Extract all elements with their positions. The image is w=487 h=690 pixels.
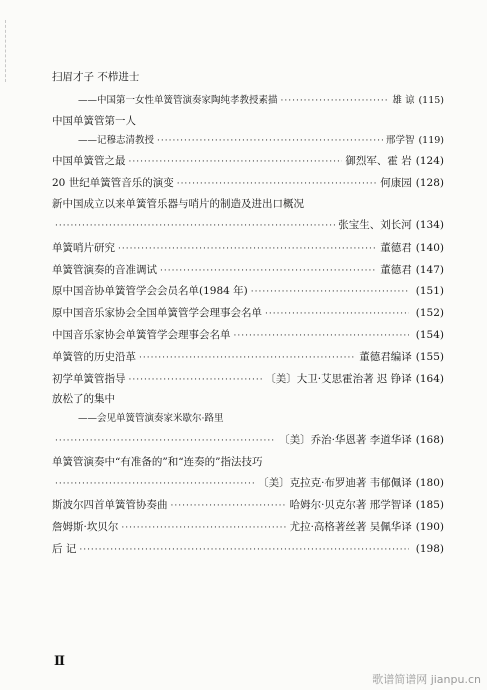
toc-entry-author: 何康园 — [380, 177, 412, 189]
toc-entry-page: (154) — [415, 329, 444, 341]
toc-entry-page: (124) — [415, 155, 444, 167]
leader-dots — [139, 351, 356, 365]
toc-entry — [52, 114, 444, 128]
leader-dots — [177, 177, 378, 191]
leader-dots — [79, 543, 408, 557]
toc-entry-title: 扫眉才子 不栉进士 — [52, 71, 140, 83]
toc-entry-continuation — [52, 433, 444, 447]
toc-entry-title: ——中国第一女性单簧管演奏家陶纯孝教授素描 — [78, 95, 278, 106]
toc-entry-title: ——记穆志清教授 — [78, 135, 155, 146]
leader-dots — [171, 499, 287, 513]
toc-entry — [52, 392, 444, 406]
toc-entry-page: (140) — [415, 242, 444, 254]
leader-dots — [265, 307, 409, 321]
toc-entry — [52, 263, 444, 277]
toc-entry-subtitle — [52, 134, 444, 148]
toc-entry-continuation — [52, 476, 444, 490]
leader-dots — [157, 134, 383, 148]
leader-dots — [129, 155, 343, 169]
toc-entry-author: 董德君 — [380, 242, 412, 254]
leader-dots — [281, 94, 390, 108]
toc-entry-title: 詹姆斯·坎贝尔 — [52, 521, 119, 533]
toc-entry-title: 初学单簧管指导 — [52, 373, 126, 385]
toc-entry-title: ——会见单簧管演奏家米歇尔·路里 — [78, 413, 224, 424]
toc-entry — [52, 154, 444, 168]
toc-entry — [52, 176, 444, 190]
toc-entry-page: (152) — [415, 307, 444, 319]
page-numeral: Ⅱ — [54, 654, 65, 669]
toc-entry — [52, 328, 444, 342]
margin-dashed-rule — [5, 20, 7, 82]
leader-dots — [55, 219, 335, 233]
toc-entry-author: 邢学智 — [385, 135, 415, 146]
toc-entry-title: 斯波尔四首单簧管协奏曲 — [52, 499, 168, 511]
toc-entry — [52, 241, 444, 255]
toc-entry-title: 中国音乐家协会单簧管学会理事会名单 — [52, 329, 231, 341]
toc-entry-title: 中国单簧管之最 — [52, 155, 126, 167]
toc-entry-title: 新中国成立以来单簧管乐器与哨片的制造及进出口概况 — [52, 198, 304, 210]
toc-entry-title: 原中国音乐家协会全国单簧管学会理事会名单 — [52, 307, 262, 319]
toc-entry-subtitle — [52, 412, 444, 426]
leader-dots — [234, 329, 409, 343]
toc-entry-author: 〔美〕大卫·艾思霍治著 迟 铮译 — [265, 373, 412, 385]
toc-entry-author: 御烈军、霍 岩 — [345, 155, 412, 167]
toc-entry-title: 单簧管演奏中“有准备的”和“连奏的”指法技巧 — [52, 456, 263, 468]
toc-entry — [52, 284, 444, 298]
toc-entry-title: 单簧管的历史沿革 — [52, 351, 136, 363]
toc-entry-page: (164) — [415, 373, 444, 385]
toc-entry-author: 哈姆尔·贝克尔著 邢学智译 — [289, 499, 412, 511]
toc-entry — [52, 542, 444, 556]
toc-entry-title: 单簧哨片研究 — [52, 242, 115, 254]
toc-entry-author: 雄 谅 — [392, 95, 415, 106]
leader-dots — [55, 477, 255, 491]
toc-entry-page: (155) — [415, 351, 444, 363]
toc-entry — [52, 498, 444, 512]
leader-dots — [121, 521, 286, 535]
leader-dots — [251, 285, 409, 299]
toc-entry-page: (115) — [418, 95, 444, 106]
leader-dots — [160, 264, 377, 278]
toc-entry — [52, 520, 444, 534]
toc-entry-subtitle — [52, 94, 444, 108]
toc-entry-author: 张宝生、刘长河 — [338, 219, 412, 231]
toc-entry-page: (168) — [415, 434, 444, 446]
site-watermark: 歌谱简谱网 jianpu.cn — [372, 673, 481, 686]
toc-entry-page: (180) — [415, 477, 444, 489]
toc-entry-page: (119) — [418, 135, 444, 146]
toc-entry-title: 单簧管演奏的音准调试 — [52, 264, 157, 276]
leader-dots — [118, 242, 377, 256]
leader-dots — [55, 434, 276, 448]
toc-entry-page: (128) — [415, 177, 444, 189]
toc-entry-continuation — [52, 218, 444, 232]
toc-entry-page: (134) — [415, 219, 444, 231]
toc-entry-title: 放松了的集中 — [52, 393, 115, 405]
toc-entry-author: 董德君 — [380, 264, 412, 276]
toc-entry-author: 〔美〕乔治·华恩著 李道华译 — [279, 434, 412, 446]
toc-entry — [52, 350, 444, 364]
toc-entry — [52, 372, 444, 386]
toc-entry-page: (198) — [415, 543, 444, 555]
toc-entry-author: 董德君编译 — [359, 351, 412, 363]
toc-entry-title: 原中国音协单簧管学会会员名单(1984 年) — [52, 285, 248, 297]
toc-entry-page: (151) — [415, 285, 444, 297]
toc-entry — [52, 306, 444, 320]
toc-entry-title: 中国单簧管第一人 — [52, 115, 136, 127]
toc-entry — [52, 70, 444, 84]
toc-entry-page: (147) — [415, 264, 444, 276]
toc-entry-page: (185) — [415, 499, 444, 511]
toc-entry-page: (190) — [415, 521, 444, 533]
toc-entry — [52, 197, 444, 211]
toc-entry-author: 〔美〕克拉克·布罗迪著 韦郁佩译 — [258, 477, 412, 489]
leader-dots — [129, 373, 263, 387]
toc-entry-author: 尤拉·高格著丝著 吴佩华译 — [289, 521, 412, 533]
toc-entry-title: 后 记 — [52, 543, 77, 555]
toc-entry-title: 20 世纪单簧管音乐的演变 — [52, 177, 174, 189]
toc-entry — [52, 455, 444, 469]
